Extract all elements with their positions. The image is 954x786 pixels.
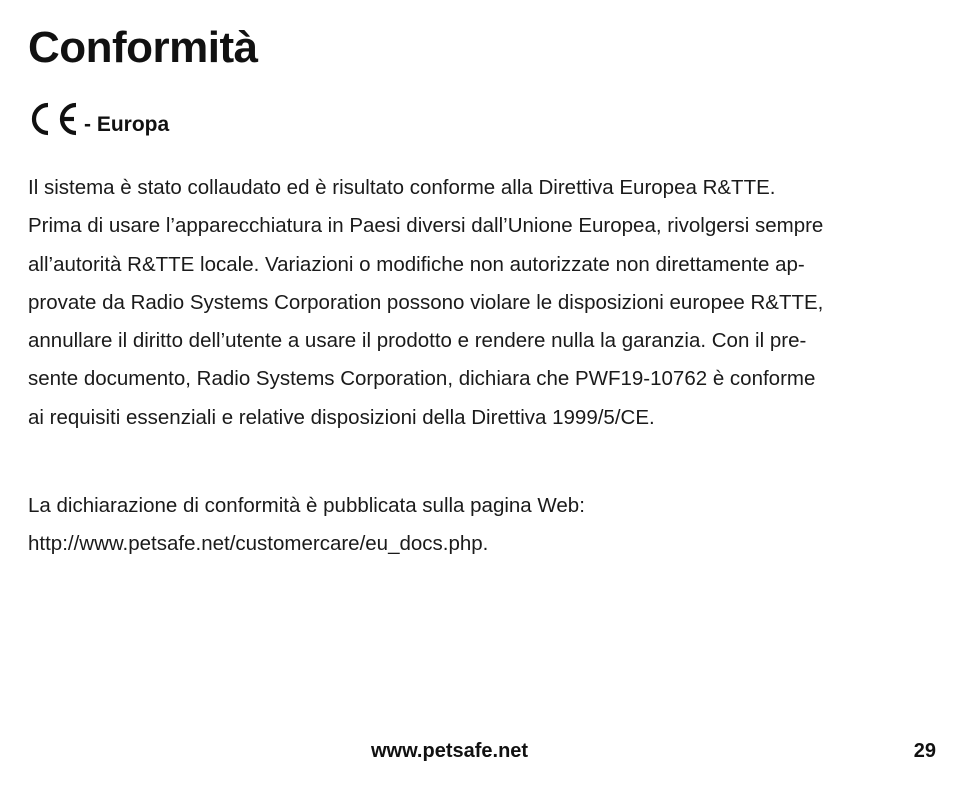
footer-website[interactable]: www.petsafe.net xyxy=(371,740,529,762)
paragraph-line: Prima di usare l’apparecchiatura in Paesi diversi dall’Unione Europea, rivolgersi sempre xyxy=(28,214,824,238)
paragraph-line: La dichiarazione di conformità è pubblicata sulla pagina Web: xyxy=(28,494,585,517)
paragraph-line: provate da Radio Systems Corporation possono violare le disposizioni europee R&TTE, xyxy=(28,290,824,314)
paragraph-line: Il sistema è stato collaudato ed è risultato conforme alla Direttiva Europea R&TTE. xyxy=(28,176,776,199)
ce-mark-icon xyxy=(28,100,82,138)
paragraph-line: annullare il diritto dell’utente a usare il prodotto e rendere nulla la garanzia. Con il pre- xyxy=(28,329,807,353)
declaration-paragraph xyxy=(28,487,928,564)
page-number: 29 xyxy=(913,740,936,762)
paragraph-line: all’autorità R&TTE locale. Variazioni o modifiche non autorizzate non direttamente ap- xyxy=(28,252,805,276)
paragraph-line: ai requisiti essenziali e relative disposizioni della Direttiva 1999/5/CE. xyxy=(28,405,655,429)
page-title: Conformità xyxy=(28,23,258,72)
declaration-link[interactable]: http://www.petsafe.net/customercare/eu_docs.php. xyxy=(28,532,489,556)
region-label: - Europa xyxy=(84,113,170,136)
conformity-paragraph xyxy=(28,169,928,437)
region-heading xyxy=(28,98,169,138)
paragraph-line: sente documento, Radio Systems Corporation, dichiara che PWF19-10762 è conforme xyxy=(28,367,816,391)
